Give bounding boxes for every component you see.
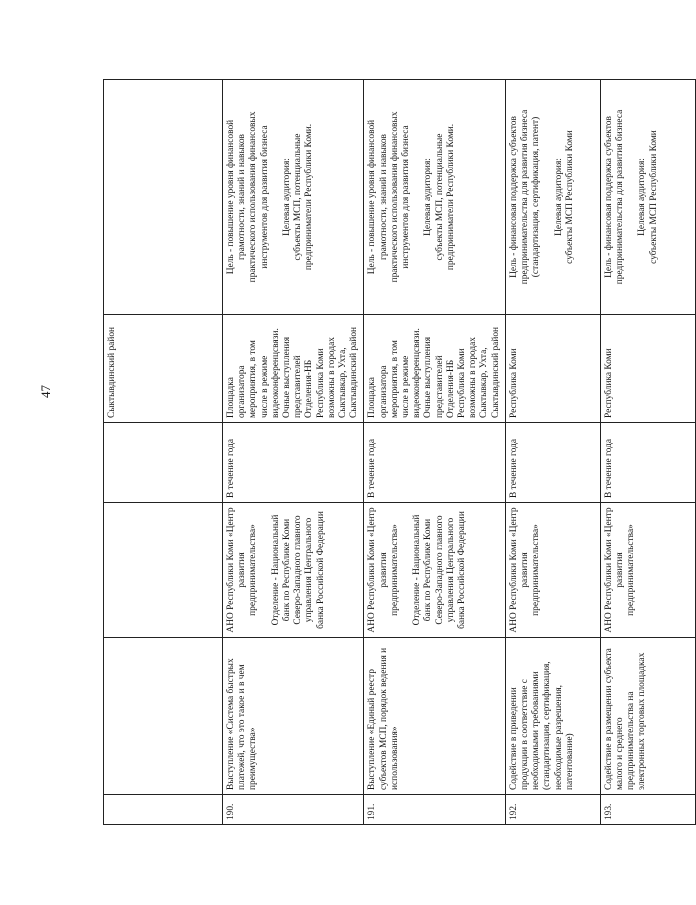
cell-period: В течение года	[364, 423, 505, 503]
cell-venue: Площадка организатора мероприятия, в том числе в режиме видеоконференцсвязи. Очные выступления представителей Отделения-НБ Республика Коми возможны в городах Сыктывкар, Ухта, Сыктывдинский район	[223, 315, 364, 423]
cell-period: В течение года	[600, 423, 695, 503]
table-row	[364, 80, 505, 825]
page-number: 47	[38, 385, 53, 398]
cell-title: Выступление «Система быстрых платежей, что это такое и в чем преимущества»	[223, 638, 364, 795]
events-table	[103, 79, 696, 825]
cell-organizer	[104, 503, 223, 638]
cell-number: 192.	[505, 795, 600, 825]
cell-number: 193.	[600, 795, 695, 825]
cell-number: 191.	[364, 795, 505, 825]
cell-period: В течение года	[223, 423, 364, 503]
cell-number: 190.	[223, 795, 364, 825]
table-row-continuation	[104, 80, 223, 825]
cell-period: В течение года	[505, 423, 600, 503]
cell-venue: Республика Коми	[600, 315, 695, 423]
cell-title: Выступление «Единый реестр субъектов МСП, порядок ведения и использования»	[364, 638, 505, 795]
table-row	[600, 80, 695, 825]
table-row	[223, 80, 364, 825]
table-row	[505, 80, 600, 825]
cell-venue: Площадка организатора мероприятия, в том числе в режиме видеоконференцсвязи. Очные выступления представителей Отделения-НБ Республика Коми возможны в городах Сыктывкар, Ухта, Сыктывдинский район	[364, 315, 505, 423]
cell-goal: Цель - финансовая поддержка субъектов предпринимательства для развития бизнеса Целевая аудитория: субъекты МСП Республики Коми	[600, 80, 695, 315]
cell-title	[104, 638, 223, 795]
cell-number	[104, 795, 223, 825]
cell-title: Содействие в размещении субъекта малого и среднего предпринимательства на электронных торговых площадках	[600, 638, 695, 795]
cell-organizer: АНО Республики Коми «Центр развития предпринимательства»	[600, 503, 695, 638]
cell-period	[104, 423, 223, 503]
cell-goal: Цель - повышение уровня финансовой грамотности, знаний и навыков практического использования финансовых инструментов для развития бизнеса Целевая аудитория: субъекты МСП, потенциальные предприниматели Республики Коми.	[364, 80, 505, 315]
cell-goal	[104, 80, 223, 315]
table-wrapper	[103, 80, 659, 825]
cell-organizer: АНО Республики Коми «Центр развития предпринимательства» Отделение - Национальный банк по Республике Коми Северо-Западного главного управления Центрального банка Российской Федерации	[223, 503, 364, 638]
cell-title: Содействие в приведении продукции в соответствие с необходимыми требованиями (стандартизация, сертификация, необходимые разрешения, патентование)	[505, 638, 600, 795]
cell-goal: Цель - финансовая поддержка субъектов предпринимательства для развития бизнеса (стандартизация, сертификация, патент) Целевая аудитория: субъекты МСП Республики Коми	[505, 80, 600, 315]
cell-goal: Цель - повышение уровня финансовой грамотности, знаний и навыков практического использования финансовых инструментов для развития бизнеса Целевая аудитория: субъекты МСП, потенциальные предприниматели Республики Коми.	[223, 80, 364, 315]
cell-venue: Республика Коми	[505, 315, 600, 423]
cell-venue: Сыктывдинский район	[104, 315, 223, 423]
cell-organizer: АНО Республики Коми «Центр развития предпринимательства»	[505, 503, 600, 638]
cell-organizer: АНО Республики Коми «Центр развития предпринимательства» Отделение - Национальный банк по Республике Коми Северо-Западного главного управления Центрального банка Российской Федерации	[364, 503, 505, 638]
